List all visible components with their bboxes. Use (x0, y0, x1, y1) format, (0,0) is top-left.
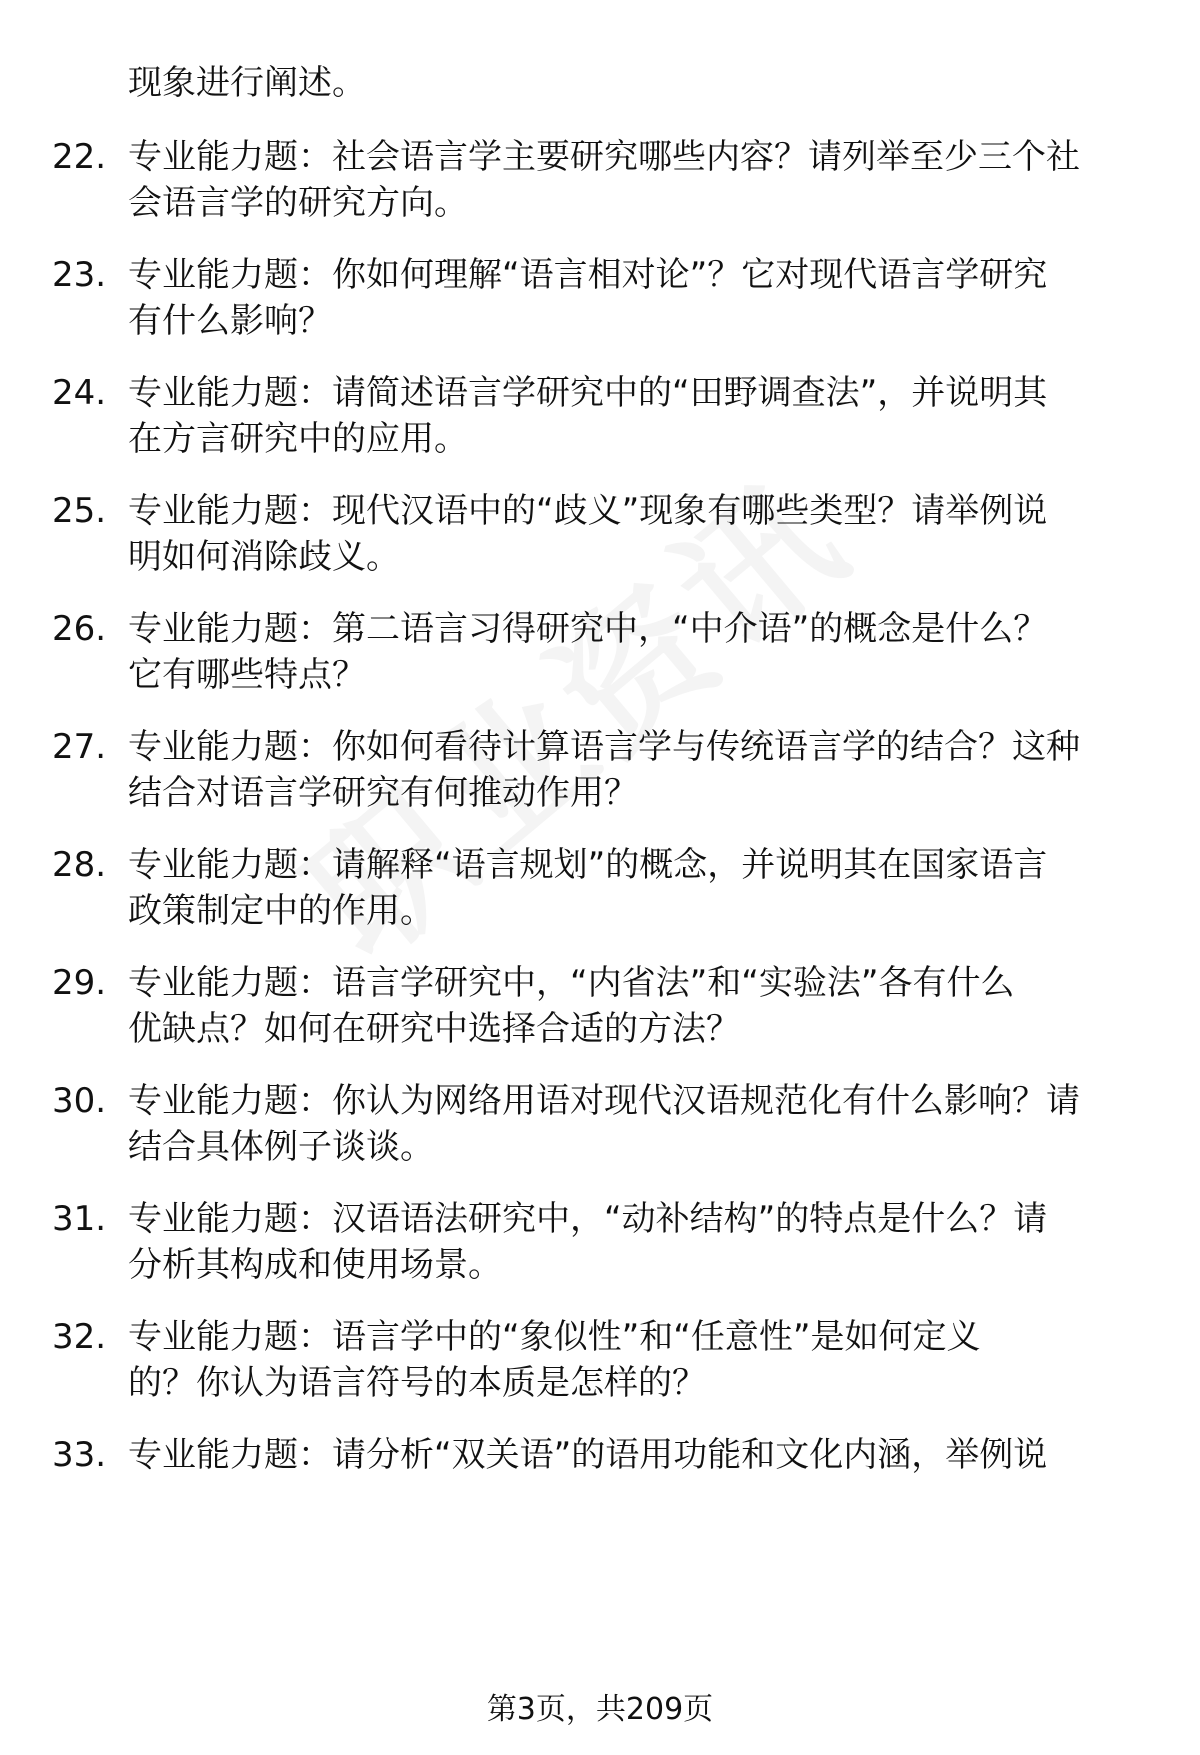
question-text-line: 专业能力题：请简述语言学研究中的“田野调查法”，并说明其 (128, 373, 1048, 413)
question-number: 22. (52, 137, 107, 177)
question-text-line: 专业能力题：社会语言学主要研究哪些内容？请列举至少三个社 (128, 137, 1080, 177)
question-number: 33. (52, 1435, 107, 1475)
question-text-line: 分析其构成和使用场景。 (128, 1245, 502, 1285)
question-text-line: 专业能力题：语言学中的“象似性”和“任意性”是如何定义 (128, 1317, 981, 1357)
question-text-line: 政策制定中的作用。 (128, 891, 434, 931)
question-text-line: 专业能力题：你如何理解“语言相对论”？它对现代语言学研究 (128, 255, 1048, 295)
question-text-line: 专业能力题：你认为网络用语对现代汉语规范化有什么影响？请 (128, 1081, 1080, 1121)
question-text-line: 专业能力题：请分析“双关语”的语用功能和文化内涵，举例说 (128, 1435, 1048, 1475)
question-number: 30. (52, 1081, 107, 1121)
question-text-line: 它有哪些特点？ (128, 655, 366, 695)
question-text-line: 结合对语言学研究有何推动作用？ (128, 773, 638, 813)
page-number-footer: 第3页，共209页 (486, 1692, 714, 1727)
question-number: 27. (52, 727, 107, 767)
question-number: 32. (52, 1317, 107, 1357)
question-text-line: 有什么影响？ (128, 301, 332, 341)
question-number: 28. (52, 845, 107, 885)
question-text-line: 在方言研究中的应用。 (128, 419, 468, 459)
question-text-line: 专业能力题：现代汉语中的“歧义”现象有哪些类型？请举例说 (128, 491, 1048, 531)
question-number: 31. (52, 1199, 107, 1239)
question-number: 25. (52, 491, 107, 531)
question-text-line: 专业能力题：语言学研究中，“内省法”和“实验法”各有什么 (128, 963, 1015, 1003)
question-text-line: 专业能力题：你如何看待计算语言学与传统语言学的结合？这种 (128, 727, 1080, 767)
question-text-line: 明如何消除歧义。 (128, 537, 400, 577)
question-text-line: 优缺点？如何在研究中选择合适的方法？ (128, 1009, 740, 1049)
continued-text-line: 现象进行阐述。 (128, 63, 366, 103)
question-text-line: 专业能力题：请解释“语言规划”的概念，并说明其在国家语言 (128, 845, 1048, 885)
question-text-line: 会语言学的研究方向。 (128, 183, 468, 223)
question-text-line: 的？你认为语言符号的本质是怎样的？ (128, 1363, 706, 1403)
question-number: 24. (52, 373, 107, 413)
question-number: 26. (52, 609, 107, 649)
question-text-line: 结合具体例子谈谈。 (128, 1127, 434, 1167)
question-number: 23. (52, 255, 107, 295)
question-text-line: 专业能力题：汉语语法研究中，“动补结构”的特点是什么？请 (128, 1199, 1048, 1239)
question-text-line: 专业能力题：第二语言习得研究中，“中介语”的概念是什么？ (128, 609, 1048, 649)
question-number: 29. (52, 963, 107, 1003)
